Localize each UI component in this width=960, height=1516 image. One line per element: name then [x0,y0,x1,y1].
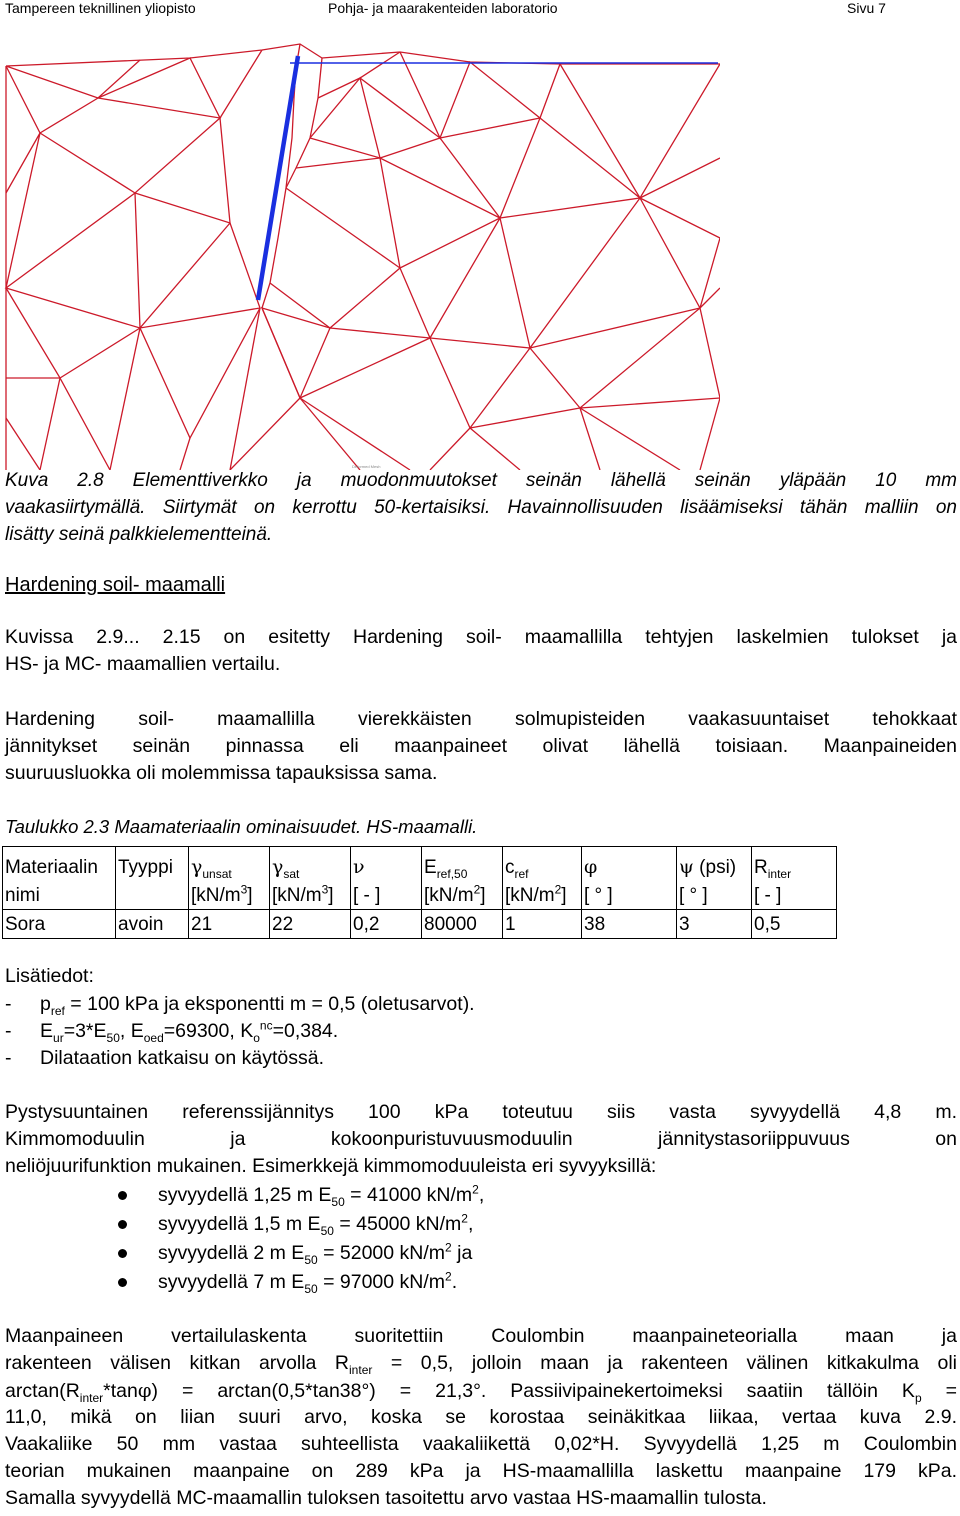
th-c-ref: $c_{ref}$ [503,847,582,882]
para4-line-3: $\arctan(R_{inter}*\tan\varphi) = \arctan(0,5*\tan 38^\circ) = 21,3^\circ$. Passiivipainekertoimeksi saatiin tällöin $K_p$ = [5,1379,957,1405]
cell-gamma-unsat: 21 [189,910,270,939]
material-properties-table [2,846,837,939]
th-psi: ψ (psi) [677,847,752,882]
unit-c: $[kN/m^2]$ [503,881,582,910]
cell-psi: 3 [677,910,752,939]
mesh-lines [6,44,720,470]
unit-r: [ - ] [752,881,837,910]
para4-line-5: Vaakaliike 50 mm vastaa suhteellista vaakaliikettä 0,02*H. Syvyydellä 1,25 m Coulombin [5,1433,957,1455]
cell-r: 0,5 [752,910,837,939]
cell-type: avoin [116,910,189,939]
figure-caption-line-3: lisätty seinä palkkielementteinä. [5,524,273,545]
para4-line-6: teorian mukainen maanpaine on 289 kPa ja HS-maamallilla laskettu maanpaine 179 kPa. [5,1460,957,1482]
extra-info-title: Lisätiedot: [5,965,94,987]
bullet-dot-icon [118,1191,127,1200]
bullet-dot-icon [118,1249,127,1258]
para3-line-2: Kimmomoduulin ja kokoonpuristuvuusmoduulin jännitystasoriippuvuus on [5,1128,957,1150]
para2-line-2: jännitykset seinän pinnassa eli maanpaineet olivat lähellä toisiaan. Maanpaineiden [5,735,957,757]
para4-line-2: rakenteen välisen kitkan arvolla $R_{inter} = 0,5$, jolloin maan ja rakenteen välinen kitkakulma oli [5,1352,957,1377]
th-type: Tyyppi [116,847,189,882]
unit-type [116,881,189,910]
th-r-inter: $R_{inter}$ [752,847,837,882]
th-phi: φ [582,847,677,882]
mesh-tiny-label: Deformed Mesh [352,464,381,469]
unit-gamma-sat: $[kN/m^3]$ [270,881,351,910]
th-gamma-sat: $\gamma_{sat}$ [270,847,351,882]
para4-line-1: Maanpaineen vertailulaskenta suoritettiin Coulombin maanpaineteorialla maan ja [5,1325,957,1347]
para4-line-7: Samalla syvyydellä MC-maamallin tuloksen tasoitettu arvo vastaa HS-maamallin tulosta. [5,1487,767,1509]
para2-line-3: suuruusluokka oli molemmissa tapauksissa sama. [5,762,438,784]
cell-name: Sora [3,910,116,939]
bullet-item: syvyydellä 7 m $E_{50} = 97000$ $kN/m^2$. [158,1268,457,1297]
th-gamma-unsat: $\gamma_{unsat}$ [189,847,270,882]
bullet-item: syvyydellä 1,5 m $E_{50} = 45000$ $kN/m^2$, [158,1210,473,1239]
figure-caption-line-1: Kuva 2.8 Elementtiverkko ja muodonmuutokset seinän lähellä seinän yläpään 10 mm [5,470,957,491]
para1-line-2: HS- ja MC- maamallien vertailu. [5,653,281,675]
table-header-row [3,847,837,882]
extra-info-item-2: - $E_{ur}=3*E_{50}$, $E_{oed}=69300$, $K_o^{nc}=0,384$. [5,1018,339,1045]
header-page-number: Sivu 7 [847,0,886,16]
header-institution: Tampereen teknillinen yliopisto [5,0,196,16]
para1-line-1: Kuvissa 2.9... 2.15 on esitetty Hardening soil- maamallilla tehtyjen laskelmien tulokset ja [5,626,957,648]
cell-e: 80000 [422,910,503,939]
th-nu: ν [351,847,422,882]
extra-info-item-3: - Dilataation katkaisu on käytössä. [5,1047,324,1069]
bullet-item: syvyydellä 2 m $E_{50} = 52000$ $kN/m^2$ ja [158,1239,472,1268]
cell-phi: 38 [582,910,677,939]
cell-gamma-sat: 22 [270,910,351,939]
bullet-dot-icon [118,1278,127,1287]
deformed-mesh-figure [0,38,720,470]
bullet-dot-icon [118,1220,127,1229]
th-material: Materiaalin [3,847,116,882]
para4-line-4: 11,0, mikä on liian suuri arvo, koska se korostaa seinäkitkaa liikaa, vertaa kuva 2.9. [5,1406,957,1428]
unit-e: $[kN/m^2]$ [422,881,503,910]
unit-gamma-unsat: $[kN/m^3]$ [189,881,270,910]
para3-line-3: neliöjuurifunktion mukainen. Esimerkkejä kimmomoduuleista eri syvyyksillä: [5,1155,657,1177]
extra-info-item-1: - $p_{ref} = 100$ kPa ja eksponentti m = 0,5 (oletusarvot). [5,993,475,1018]
para2-line-1: Hardening soil- maamallilla vierekkäisten solmupisteiden vaakasuuntaiset tehokkaat [5,708,957,730]
table-caption: Taulukko 2.3 Maamateriaalin ominaisuudet. HS-maamalli. [5,816,478,837]
table-row [3,910,837,939]
para3-line-1: Pystysuuntainen referenssijännitys 100 kPa toteutuu siis vasta syvyydellä 4,8 m. [5,1101,957,1123]
unit-name: nimi [3,881,116,910]
cell-nu: 0,2 [351,910,422,939]
cell-c: 1 [503,910,582,939]
figure-caption-line-2: vaakasiirtymällä. Siirtymät on kerrottu 50-kertaisiksi. Havainnollisuuden lisäämiseksi tähän malliin on [5,497,957,518]
th-e-ref50: $E_{ref,50}$ [422,847,503,882]
unit-phi: [ ° ] [582,881,677,910]
table-unit-row [3,881,837,910]
bullet-item: syvyydellä 1,25 m $E_{50} = 41000$ $kN/m^2$, [158,1181,484,1210]
section-heading: Hardening soil- maamalli [5,574,226,596]
wall-beam-elements [258,56,298,300]
header-laboratory: Pohja- ja maarakenteiden laboratorio [328,0,558,16]
unit-nu: [ - ] [351,881,422,910]
unit-psi: [ ° ] [677,881,752,910]
